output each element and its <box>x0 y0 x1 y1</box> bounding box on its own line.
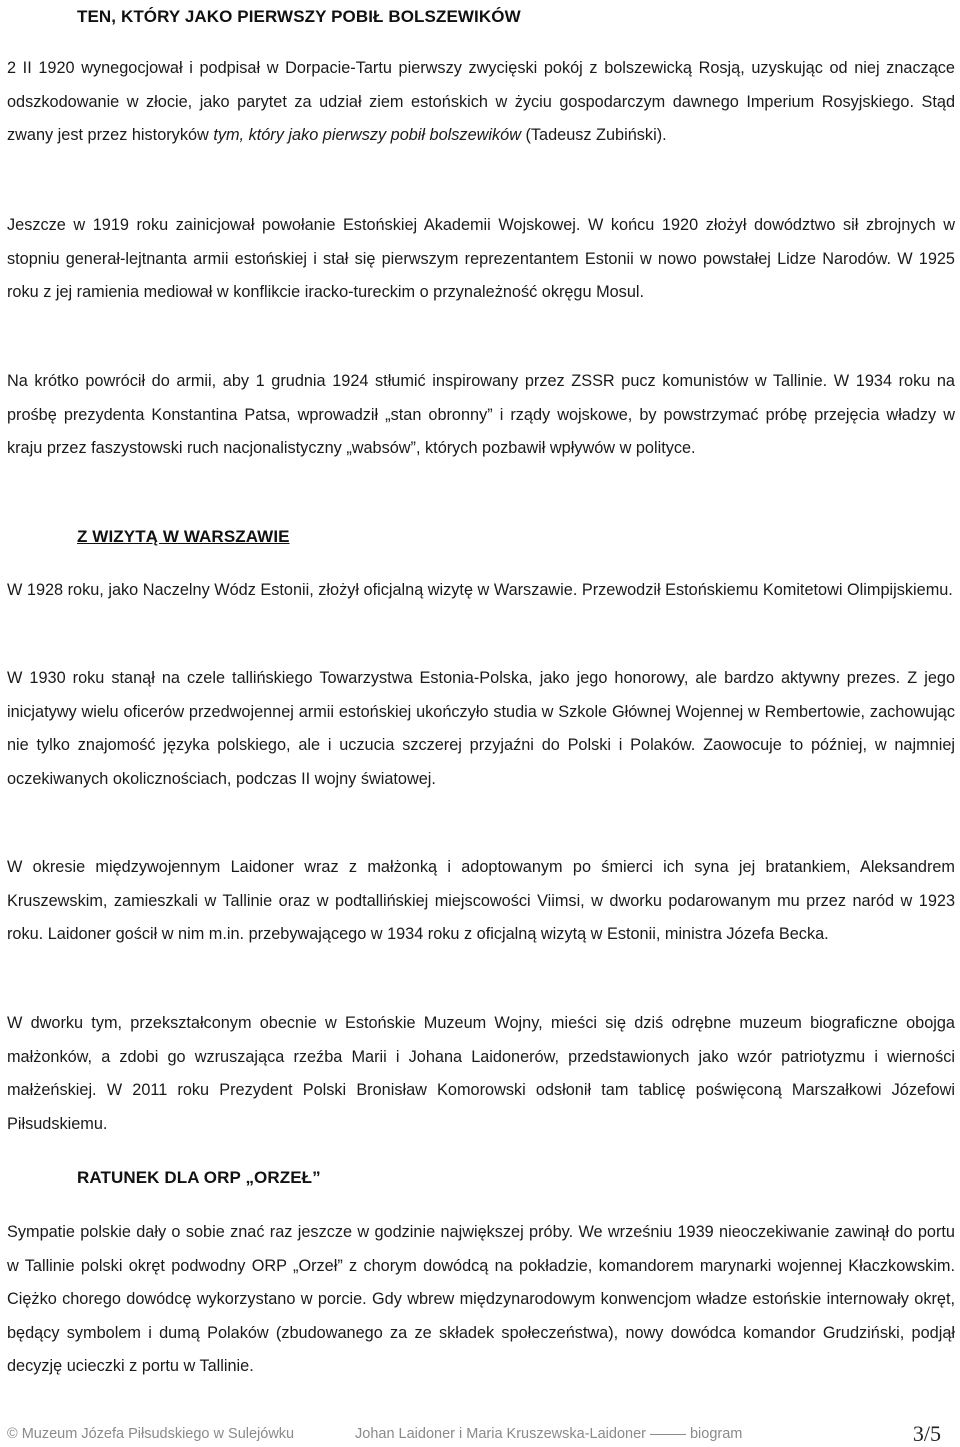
page-title: TEN, KTÓRY JAKO PIERWSZY POBIŁ BOLSZEWIKÓW <box>77 7 521 26</box>
footer-document-title: Johan Laidoner i Maria Kruszewska-Laidoner biogram <box>355 1426 743 1442</box>
paragraph-3: Na krótko powrócił do armii, aby 1 grudnia 1924 stłumić inspirowany przez ZSSR pucz komunistów w Tallinie. W 1934 roku na prośbę prezydenta Konstantina Patsa, wprowadził „stan obronny” i rządy wojskowe, by powstrzymać próbę przejęcia władzy w kraju przez faszystowski ruch nacjonalistyczny „wabsów”, których pozbawił wpływów w polityce. <box>7 372 955 458</box>
paragraph-2: Jeszcze w 1919 roku zainicjował powołanie Estońskiej Akademii Wojskowej. W końcu 1920 złożył dowództwo sił zbrojnych w stopniu generał-lejtnanta armii estońskiej i stał się pierwszym reprezentantem Estonii w nowo powstałej Lidze Narodów. W 1925 roku z jej ramienia mediował w konflikcie iracko-tureckim o przynależność okręgu Mosul. <box>7 216 955 302</box>
paragraph-7: W dworku tym, przekształconym obecnie w Estońskie Muzeum Wojny, mieści się dziś odrębne muzeum biograficzne obojga małżonków, a zdobi go wzruszająca rzeźba Marii i Johana Laidonerów, przedstawionych jako wzór patriotyzmu i wierności małżeńskiej. W 2011 roku Prezydent Polski Bronisław Komorowski odsłonił tam tablicę poświęconą Marszałkowi Józefowi Piłsudskiemu. <box>7 1014 955 1133</box>
paragraph-1: 2 II 1920 wynegocjował i podpisał w Dorpacie-Tartu pierwszy zwycięski pokój z bolszewicką Rosją, uzyskując od niej znaczące odszkodowanie w złocie, jako parytet za udział ziem estońskich w życiu gospodarczym dawnego Imperium Rosyjskiego. Stąd zwany jest przez historyków tym, który jako pierwszy pobił bolszewików (Tadeusz Zubiński). <box>7 59 955 145</box>
section-heading-orzel: RATUNEK DLA ORP „ORZEŁ” <box>77 1168 321 1187</box>
page-number: 3/5 <box>912 1421 941 1446</box>
paragraph-6: W okresie międzywojennym Laidoner wraz z małżonką i adoptowanym po śmierci ich syna jej bratankiem, Aleksandrem Kruszewskim, zamieszkali w Tallinie oraz w podtallińskiej miejscowości Viimsi, w dworku podarowanym mu przez naród w 1923 roku. Laidoner gościł w nim m.in. przebywającego w 1934 roku z oficjalną wizytą w Estonii, ministra Józefa Becka. <box>7 858 955 944</box>
footer-copyright: © Muzeum Józefa Piłsudskiego w Sulejówku <box>7 1426 295 1442</box>
footer-dash <box>650 1434 686 1435</box>
page-footer <box>7 1422 955 1446</box>
paragraph-8: Sympatie polskie dały o sobie znać raz jeszcze w godzinie największej próby. We wrześniu 1939 nieoczekiwanie zawinął do portu w Tallinie polski okręt podwodny ORP „Orzeł” z chorym dowódcą na pokładzie, komandorem marynarki wojennej Kłaczkowskim. Ciężko chorego dowódcę wykorzystano w porcie. Gdy wbrew międzynarodowym konwencjom władze estońskie internowały okręt, będący symbolem i dumą Polaków (zbudowanego za ze składek społeczeństwa), nowy dowódca komandor Grudziński, podjął decyzję ucieczki z portu w Tallinie. <box>7 1223 955 1376</box>
paragraph-4: W 1928 roku, jako Naczelny Wódz Estonii, złożył oficjalną wizytę w Warszawie. Przewodził Estońskiemu Komitetowi Olimpijskiemu. <box>7 581 953 599</box>
paragraph-5: W 1930 roku stanął na czele tallińskiego Towarzystwa Estonia-Polska, jako jego honorowy, ale bardzo aktywny prezes. Z jego inicjatywy wielu oficerów przedwojennej armii estońskiej ukończyło studia w Szkole Głównej Wojennej w Rembertowie, zachowując nie tylko znajomość języka polskiego, ale i uczucia szczerej przyjaźni do Polski i Polaków. Zaowocuje to później, w najmniej oczekiwanych okolicznościach, podczas II wojny światowej. <box>7 669 955 788</box>
section-heading-warsaw: Z WIZYTĄ W WARSZAWIE <box>77 527 290 546</box>
quote-emphasis: tym, który jako pierwszy pobił bolszewików <box>213 126 521 145</box>
